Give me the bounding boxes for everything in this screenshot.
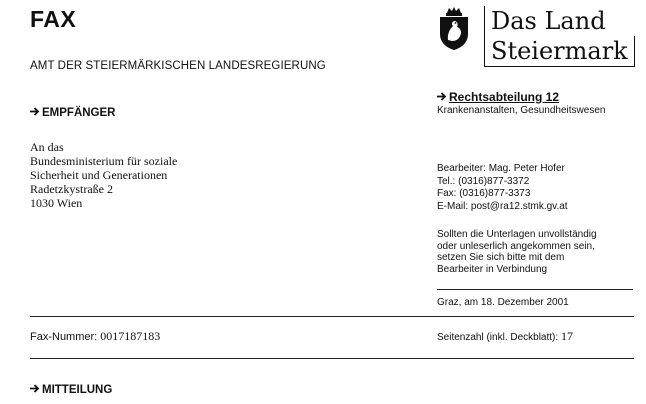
sender-subtitle: Krankenanstalten, Gesundheitswesen [437, 105, 606, 116]
address-line: Sicherheit und Generationen [30, 168, 168, 182]
sender-note [437, 229, 597, 275]
sender-contact [437, 163, 568, 213]
arrow-right-icon [30, 107, 42, 119]
note-line: Sollten die Unterlagen unvollständig [437, 229, 597, 240]
sender-unit [437, 90, 559, 104]
fax-number-label: Fax-Nummer: [30, 331, 98, 343]
fax-number-value: 0017187183 [100, 329, 161, 343]
document-date: Graz, am 18. Dezember 2001 [437, 297, 569, 308]
recipient-heading [30, 107, 115, 119]
message-heading [30, 384, 112, 396]
note-line: oder unleserlich angekommen sein, [437, 240, 595, 252]
fax-number [30, 329, 160, 344]
message-heading-label: MITTEILUNG [42, 384, 113, 396]
page-count [437, 329, 573, 344]
contact-line: Fax: (0316)877-3373 [437, 188, 531, 199]
note-line: setzen Sie sich bitte mit dem [437, 252, 565, 263]
page-count-value: 17 [560, 329, 573, 343]
styria-coat-of-arms-icon [438, 6, 470, 50]
logo-line-2: Steiermark [484, 36, 635, 67]
contact-line: E-Mail: post@ra12.stmk.gv.at [437, 200, 568, 212]
contact-line: Bearbeiter: Mag. Peter Hofer [437, 163, 565, 174]
sender-unit-label: Rechtsabteilung 12 [449, 90, 560, 104]
address-line: Bundesministerium für soziale [30, 154, 178, 168]
divider [437, 289, 633, 290]
address-line: Radetzkystraße 2 [30, 182, 113, 196]
fax-title: FAX [30, 6, 77, 32]
divider [30, 358, 634, 359]
contact-line: Tel.: (0316)877-3372 [437, 175, 530, 187]
note-line: Bearbeiter in Verbindung [437, 263, 548, 275]
arrow-right-icon [30, 384, 42, 396]
recipient-address [30, 140, 177, 210]
address-line: An das [30, 140, 64, 154]
page-count-label: Seitenzahl (inkl. Deckblatt): [437, 332, 559, 343]
divider [30, 316, 634, 317]
logo-line-1: Das Land [484, 6, 635, 36]
recipient-heading-label: EMPFÄNGER [42, 107, 116, 119]
department-name: AMT DER STEIERMÄRKISCHEN LANDESREGIERUNG [30, 60, 326, 72]
logo-wordmark [484, 6, 635, 67]
arrow-right-icon [437, 90, 449, 104]
address-line: 1030 Wien [30, 196, 83, 210]
